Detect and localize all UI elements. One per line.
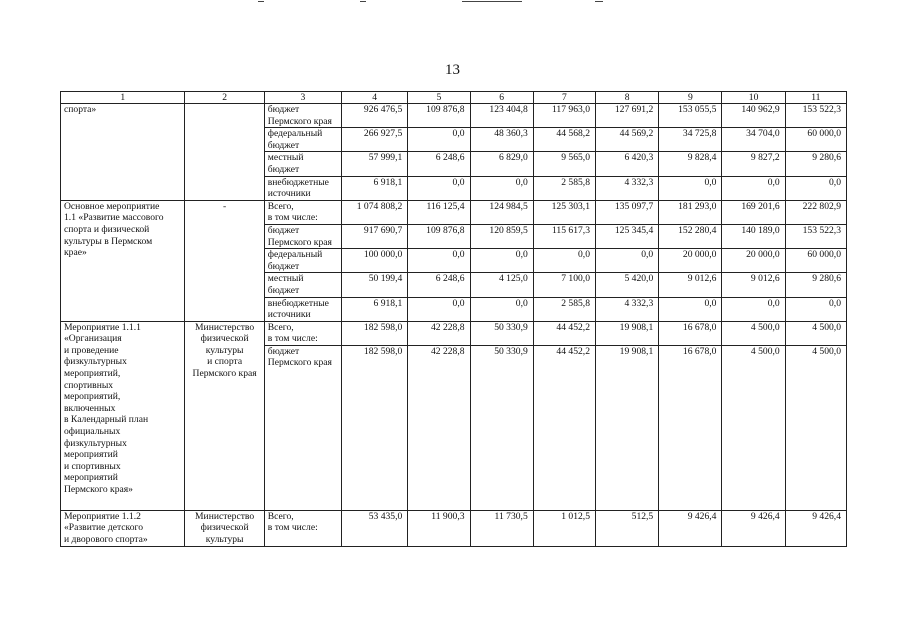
amount-cell: 125 345,4	[596, 224, 659, 248]
amount-cell: 50 330,9	[470, 345, 533, 510]
activity-name-cell: Мероприятие 1.1.1 «Организация и проведение физкультурных мероприятий, спортивных мероприятий, включенных в Календарный план официальных физкультурных мероприятий и спортивных мероприятий Пермского края»	[61, 321, 185, 510]
amount-cell: 4 500,0	[785, 345, 846, 510]
amount-cell: 0,0	[408, 297, 470, 321]
column-header: 6	[470, 92, 533, 104]
amount-cell: 153 522,3	[785, 104, 846, 128]
amount-cell: 0,0	[596, 249, 659, 273]
column-header: 10	[722, 92, 785, 104]
amount-cell: 169 201,6	[722, 200, 785, 224]
amount-cell: 48 360,3	[470, 128, 533, 152]
amount-cell: 123 404,8	[470, 104, 533, 128]
column-number-row	[61, 92, 847, 104]
amount-cell: 109 876,8	[408, 224, 470, 248]
funding-source-cell: Всего, в том числе:	[264, 321, 341, 345]
amount-cell: 0,0	[470, 176, 533, 200]
column-header: 7	[533, 92, 595, 104]
executor-cell	[185, 104, 264, 201]
amount-cell: 20 000,0	[659, 249, 722, 273]
amount-cell: 50 330,9	[470, 321, 533, 345]
amount-cell: 4 332,3	[596, 297, 659, 321]
amount-cell: 512,5	[596, 510, 659, 546]
amount-cell: 115 617,3	[533, 224, 595, 248]
executor-cell: -	[185, 200, 264, 321]
amount-cell: 9 828,4	[659, 152, 722, 176]
amount-cell: 9 012,6	[659, 273, 722, 297]
amount-cell: 16 678,0	[659, 321, 722, 345]
amount-cell: 140 189,0	[722, 224, 785, 248]
column-header: 8	[596, 92, 659, 104]
amount-cell: 19 908,1	[596, 345, 659, 510]
funding-source-cell: бюджет Пермского края	[264, 224, 341, 248]
column-header: 3	[264, 92, 341, 104]
amount-cell: 140 962,9	[722, 104, 785, 128]
amount-cell: 127 691,2	[596, 104, 659, 128]
amount-cell: 0,0	[408, 128, 470, 152]
amount-cell: 9 280,6	[785, 273, 846, 297]
amount-cell: 9 565,0	[533, 152, 595, 176]
page-number: 13	[445, 62, 460, 78]
column-header: 4	[342, 92, 408, 104]
table-row	[61, 104, 847, 128]
funding-source-cell: внебюджетные источники	[264, 297, 341, 321]
amount-cell: 4 500,0	[722, 345, 785, 510]
scan-artifact-marks	[250, 0, 650, 4]
amount-cell: 124 984,5	[470, 200, 533, 224]
amount-cell: 2 585,8	[533, 176, 595, 200]
amount-cell: 6 918,1	[342, 176, 408, 200]
amount-cell: 7 100,0	[533, 273, 595, 297]
amount-cell: 153 522,3	[785, 224, 846, 248]
funding-source-cell: федеральный бюджет	[264, 128, 341, 152]
amount-cell: 0,0	[408, 249, 470, 273]
amount-cell: 9 426,4	[722, 510, 785, 546]
funding-source-cell: Всего, в том числе:	[264, 510, 341, 546]
amount-cell: 135 097,7	[596, 200, 659, 224]
amount-cell: 4 332,3	[596, 176, 659, 200]
amount-cell: 222 802,9	[785, 200, 846, 224]
amount-cell: 0,0	[470, 297, 533, 321]
amount-cell: 152 280,4	[659, 224, 722, 248]
amount-cell: 44 452,2	[533, 321, 595, 345]
column-header: 9	[659, 92, 722, 104]
amount-cell: 1 074 808,2	[342, 200, 408, 224]
amount-cell: 116 125,4	[408, 200, 470, 224]
amount-cell: 34 704,0	[722, 128, 785, 152]
amount-cell: 109 876,8	[408, 104, 470, 128]
amount-cell: 9 012,6	[722, 273, 785, 297]
amount-cell: 6 248,6	[408, 273, 470, 297]
amount-cell: 6 248,6	[408, 152, 470, 176]
funding-source-cell: федеральный бюджет	[264, 249, 341, 273]
table-row	[61, 200, 847, 224]
amount-cell: 0,0	[785, 176, 846, 200]
amount-cell: 5 420,0	[596, 273, 659, 297]
amount-cell: 20 000,0	[722, 249, 785, 273]
activity-name-cell: Мероприятие 1.1.2 «Развитие детского и дворового спорта»	[61, 510, 185, 546]
activity-name-cell: спорта»	[61, 104, 185, 201]
amount-cell: 44 569,2	[596, 128, 659, 152]
amount-cell: 44 452,2	[533, 345, 595, 510]
funding-source-cell: Всего, в том числе:	[264, 200, 341, 224]
amount-cell: 2 585,8	[533, 297, 595, 321]
amount-cell: 44 568,2	[533, 128, 595, 152]
amount-cell: 6 420,3	[596, 152, 659, 176]
amount-cell: 0,0	[722, 297, 785, 321]
amount-cell: 1 012,5	[533, 510, 595, 546]
amount-cell: 0,0	[659, 176, 722, 200]
amount-cell: 6 918,1	[342, 297, 408, 321]
activity-name-cell: Основное мероприятие 1.1 «Развитие массового спорта и физической культуры в Пермском крае»	[61, 200, 185, 321]
amount-cell: 0,0	[470, 249, 533, 273]
column-header: 2	[185, 92, 264, 104]
amount-cell: 16 678,0	[659, 345, 722, 510]
amount-cell: 34 725,8	[659, 128, 722, 152]
column-header: 11	[785, 92, 846, 104]
amount-cell: 60 000,0	[785, 128, 846, 152]
amount-cell: 60 000,0	[785, 249, 846, 273]
amount-cell: 9 280,6	[785, 152, 846, 176]
amount-cell: 153 055,5	[659, 104, 722, 128]
executor-cell: Министерство физической культуры и спорта Пермского края	[185, 321, 264, 510]
column-header: 5	[408, 92, 470, 104]
amount-cell: 42 228,8	[408, 321, 470, 345]
funding-source-cell: местный бюджет	[264, 273, 341, 297]
budget-table	[60, 91, 847, 547]
table-body	[61, 104, 847, 547]
amount-cell: 4 500,0	[785, 321, 846, 345]
amount-cell: 19 908,1	[596, 321, 659, 345]
table-row	[61, 510, 847, 546]
amount-cell: 57 999,1	[342, 152, 408, 176]
amount-cell: 0,0	[659, 297, 722, 321]
amount-cell: 9 827,2	[722, 152, 785, 176]
funding-source-cell: местный бюджет	[264, 152, 341, 176]
amount-cell: 0,0	[722, 176, 785, 200]
table-row	[61, 321, 847, 345]
amount-cell: 50 199,4	[342, 273, 408, 297]
amount-cell: 53 435,0	[342, 510, 408, 546]
funding-source-cell: бюджет Пермского края	[264, 345, 341, 510]
column-header: 1	[61, 92, 185, 104]
amount-cell: 117 963,0	[533, 104, 595, 128]
amount-cell: 125 303,1	[533, 200, 595, 224]
amount-cell: 4 125,0	[470, 273, 533, 297]
executor-cell: Министерство физической культуры	[185, 510, 264, 546]
amount-cell: 42 228,8	[408, 345, 470, 510]
amount-cell: 11 730,5	[470, 510, 533, 546]
amount-cell: 9 426,4	[785, 510, 846, 546]
funding-source-cell: внебюджетные источники	[264, 176, 341, 200]
amount-cell: 181 293,0	[659, 200, 722, 224]
amount-cell: 9 426,4	[659, 510, 722, 546]
amount-cell: 4 500,0	[722, 321, 785, 345]
amount-cell: 100 000,0	[342, 249, 408, 273]
amount-cell: 11 900,3	[408, 510, 470, 546]
amount-cell: 917 690,7	[342, 224, 408, 248]
amount-cell: 926 476,5	[342, 104, 408, 128]
amount-cell: 0,0	[533, 249, 595, 273]
amount-cell: 6 829,0	[470, 152, 533, 176]
funding-source-cell: бюджет Пермского края	[264, 104, 341, 128]
amount-cell: 266 927,5	[342, 128, 408, 152]
amount-cell: 182 598,0	[342, 321, 408, 345]
amount-cell: 182 598,0	[342, 345, 408, 510]
amount-cell: 0,0	[408, 176, 470, 200]
amount-cell: 0,0	[785, 297, 846, 321]
amount-cell: 120 859,5	[470, 224, 533, 248]
